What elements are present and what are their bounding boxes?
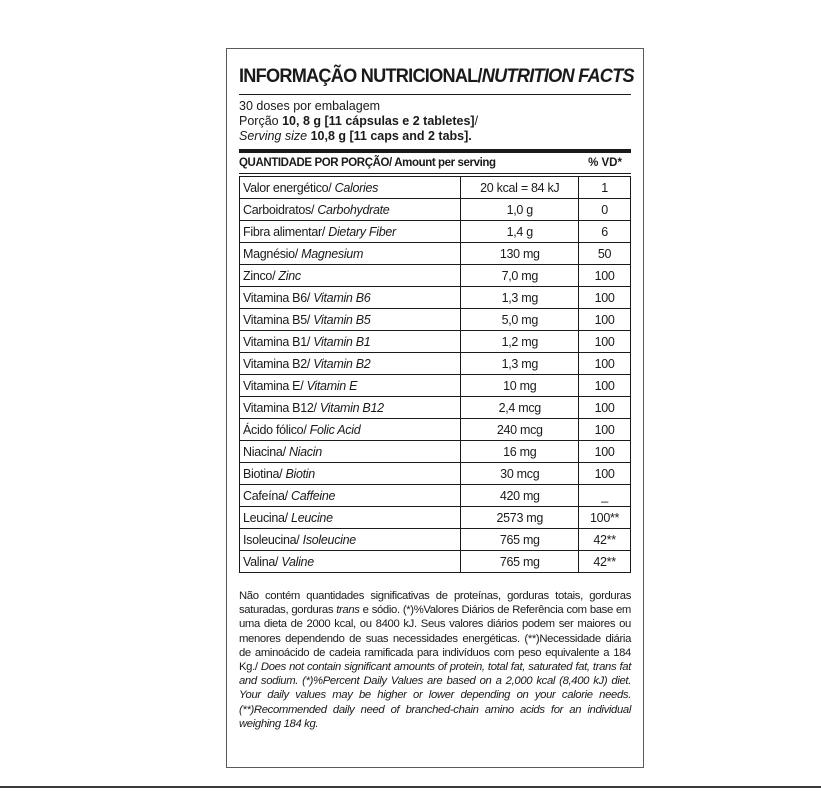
label-title xyxy=(239,63,634,89)
nutrient-name: Fibra alimentar/ Dietary Fiber xyxy=(240,221,461,243)
footnote: Não contém quantidades significativas de proteínas, gorduras totais, gorduras saturadas, gorduras trans e sódio. (*)%Valores Diários de Referência com base em uma dieta de 2000 kcal, ou 8400 kJ. Seus valores diários podem ser maiores ou menores dependendo de suas necessidades energéticas. (**)Necessidade diária de aminoácido de cadeia ramificada para indivíduos com peso equivalente a 184 Kg./ Does not contain significant amounts of protein, total fat, saturated fat, trans fat and sodium. (*)%Percent Daily Values are based on a 2,000 kcal (8,400 kJ) diet. Your daily values may be higher or lower depending on your calorie needs. (**)Recommended daily need of branched-chain amino acids for an individual weighing 184 kg. xyxy=(239,590,632,730)
nutrient-name: Biotina/ Biotin xyxy=(240,463,461,485)
nutrient-name: Valor energético/ Calories xyxy=(240,177,461,199)
label-content xyxy=(239,63,634,731)
nutrient-name: Vitamina B12/ Vitamin B12 xyxy=(240,397,461,419)
header-daily-value: % VD* xyxy=(588,157,622,169)
nutrient-daily-value: 1 xyxy=(579,177,631,199)
nutrient-daily-value: 50 xyxy=(579,243,631,265)
nutrient-amount: 1,3 mg xyxy=(461,287,579,309)
nutrient-daily-value: 42** xyxy=(579,551,631,573)
table-row xyxy=(240,397,631,419)
table-row xyxy=(240,221,631,243)
nutrition-facts-label xyxy=(226,48,644,768)
nutrient-daily-value: 100 xyxy=(579,309,631,331)
table-row xyxy=(240,287,631,309)
nutrient-daily-value: 100 xyxy=(579,463,631,485)
nutrient-name: Vitamina B1/ Vitamin B1 xyxy=(240,331,461,353)
nutrient-amount: 240 mcg xyxy=(461,419,579,441)
nutrient-name: Vitamina B5/ Vitamin B5 xyxy=(240,309,461,331)
nutrient-name: Ácido fólico/ Folic Acid xyxy=(240,419,461,441)
table-row xyxy=(240,529,631,551)
page-bottom-rule xyxy=(0,786,821,788)
title-divider xyxy=(239,94,631,95)
nutrient-amount: 10 mg xyxy=(461,375,579,397)
nutrient-daily-value: 100 xyxy=(579,397,631,419)
nutrient-daily-value: 6 xyxy=(579,221,631,243)
table-row xyxy=(240,441,631,463)
table-row xyxy=(240,309,631,331)
serving-size-line: Serving size 10,8 g [11 caps and 2 tabs]. xyxy=(239,129,472,143)
table-header xyxy=(239,153,631,174)
nutrient-amount: 20 kcal = 84 kJ xyxy=(461,177,579,199)
nutrient-name: Isoleucina/ Isoleucine xyxy=(240,529,461,551)
nutrient-name: Cafeína/ Caffeine xyxy=(240,485,461,507)
nutrient-daily-value: 100 xyxy=(579,353,631,375)
header-quantity: QUANTIDADE POR PORÇÃO/ Amount per serving xyxy=(239,157,496,169)
nutrient-daily-value: 100 xyxy=(579,375,631,397)
nutrient-amount: 765 mg xyxy=(461,529,579,551)
table-row xyxy=(240,375,631,397)
table-row xyxy=(240,463,631,485)
nutrients-table xyxy=(239,176,631,573)
nutrient-amount: 7,0 mg xyxy=(461,265,579,287)
table-row xyxy=(240,265,631,287)
doses-per-package: 30 doses por embalagem xyxy=(239,99,381,113)
nutrient-daily-value: 100** xyxy=(579,507,631,529)
nutrient-amount: 130 mg xyxy=(461,243,579,265)
nutrient-name: Niacina/ Niacin xyxy=(240,441,461,463)
nutrient-name: Vitamina E/ Vitamin E xyxy=(240,375,461,397)
nutrient-amount: 1,3 mg xyxy=(461,353,579,375)
table-row xyxy=(240,243,631,265)
portion-line: Porção 10, 8 g [11 cápsulas e 2 tabletes]/ xyxy=(239,114,479,128)
nutrient-name: Vitamina B6/ Vitamin B6 xyxy=(240,287,461,309)
table-row xyxy=(240,551,631,573)
nutrient-amount: 1,4 g xyxy=(461,221,579,243)
title-pt: INFORMAÇÃO NUTRICIONAL/ xyxy=(239,65,482,87)
nutrient-daily-value: 100 xyxy=(579,287,631,309)
nutrient-amount: 2,4 mcg xyxy=(461,397,579,419)
nutrient-name: Vitamina B2/ Vitamin B2 xyxy=(240,353,461,375)
nutrient-name: Carboidratos/ Carbohydrate xyxy=(240,199,461,221)
table-row xyxy=(240,199,631,221)
nutrient-amount: 16 mg xyxy=(461,441,579,463)
nutrient-daily-value: 100 xyxy=(579,419,631,441)
nutrient-amount: 2573 mg xyxy=(461,507,579,529)
nutrient-daily-value: 42** xyxy=(579,529,631,551)
nutrient-name: Valina/ Valine xyxy=(240,551,461,573)
nutrient-amount: 30 mcg xyxy=(461,463,579,485)
nutrient-daily-value: 100 xyxy=(579,265,631,287)
nutrient-daily-value: 0 xyxy=(579,199,631,221)
nutrient-daily-value: _ xyxy=(579,485,631,507)
nutrient-amount: 765 mg xyxy=(461,551,579,573)
table-row xyxy=(240,177,631,199)
nutrient-name: Magnésio/ Magnesium xyxy=(240,243,461,265)
title-en: NUTRITION FACTS xyxy=(481,65,634,87)
nutrient-amount: 420 mg xyxy=(461,485,579,507)
table-row xyxy=(240,419,631,441)
nutrient-name: Leucina/ Leucine xyxy=(240,507,461,529)
table-row xyxy=(240,353,631,375)
nutrient-amount: 5,0 mg xyxy=(461,309,579,331)
table-row xyxy=(240,331,631,353)
table-row xyxy=(240,485,631,507)
serving-info xyxy=(239,99,631,144)
nutrient-amount: 1,0 g xyxy=(461,199,579,221)
table-row xyxy=(240,507,631,529)
nutrient-amount: 1,2 mg xyxy=(461,331,579,353)
nutrient-name: Zinco/ Zinc xyxy=(240,265,461,287)
nutrient-daily-value: 100 xyxy=(579,331,631,353)
nutrient-daily-value: 100 xyxy=(579,441,631,463)
